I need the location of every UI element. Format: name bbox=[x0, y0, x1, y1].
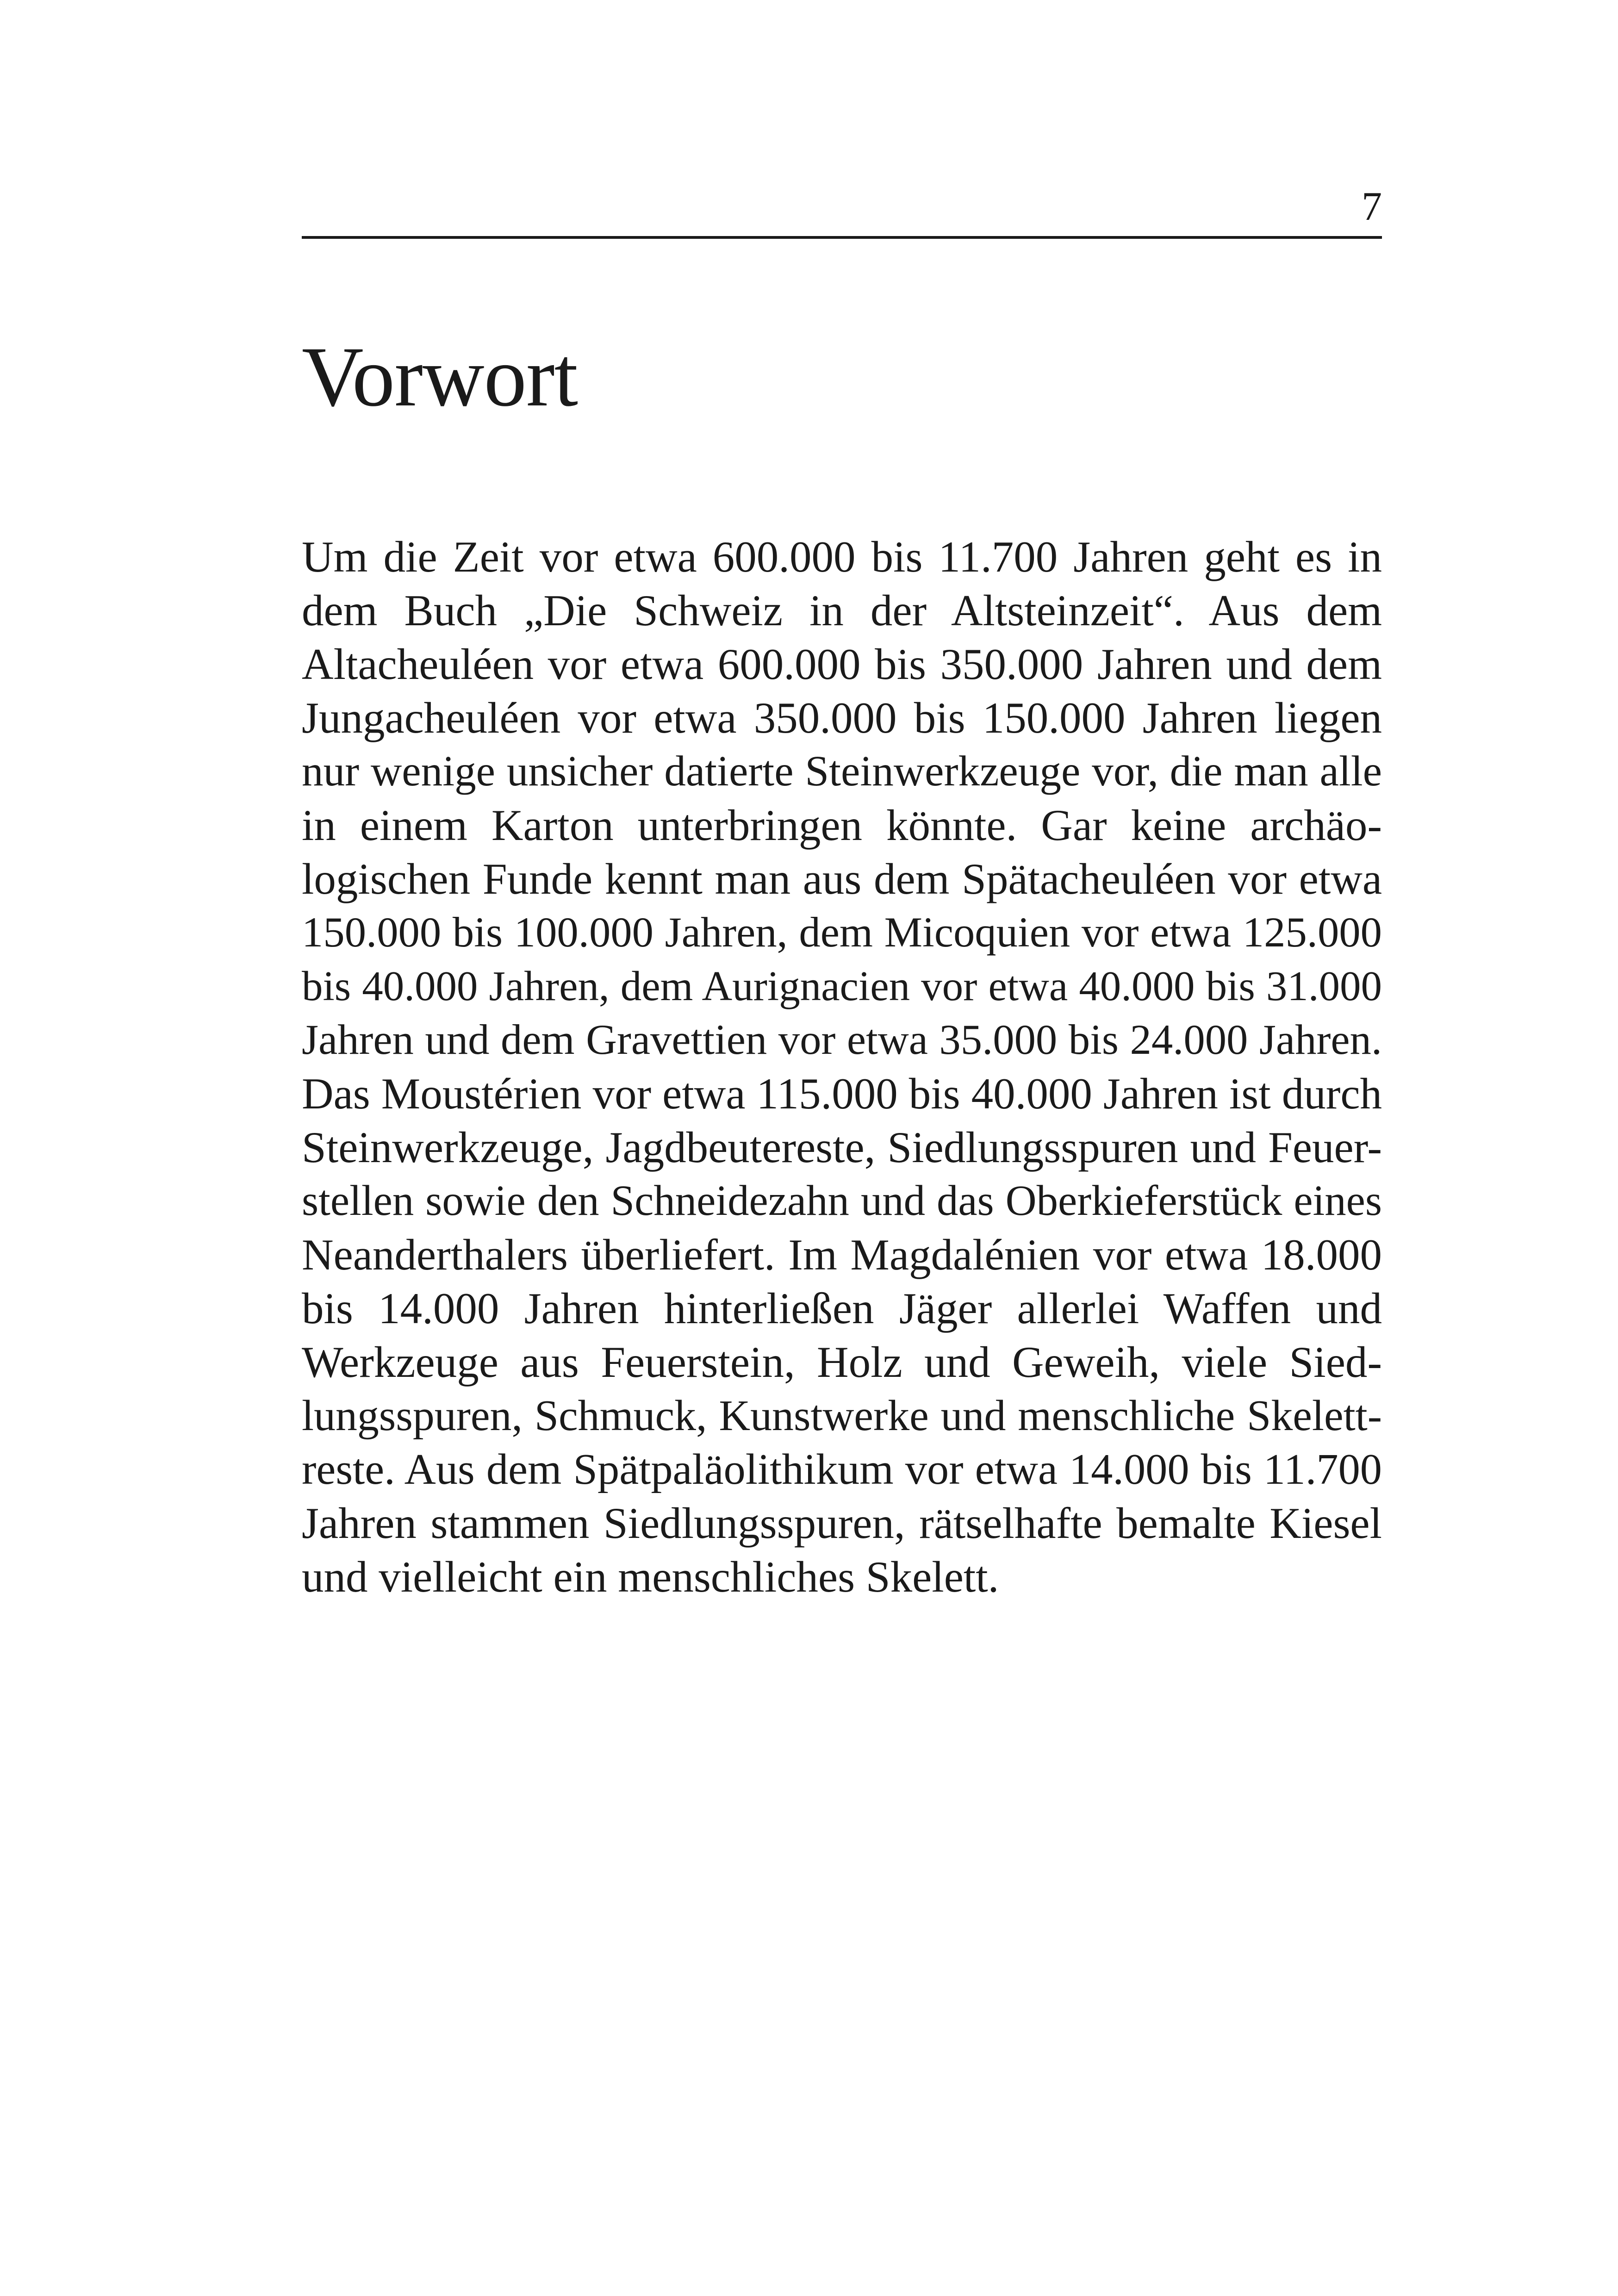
body-line: bis 14.000 Jahren hinterließen Jäger allerlei Waffen und bbox=[302, 1284, 1382, 1333]
header-rule bbox=[302, 236, 1382, 239]
body-line: 150.000 bis 100.000 Jahren, dem Micoquien vor etwa 125.000 bbox=[302, 908, 1382, 956]
body-line: Steinwerkzeuge, Jagdbeutereste, Siedlungsspuren und Feuer- bbox=[302, 1123, 1382, 1172]
body-line: dem Buch „Die Schweiz in der Altsteinzeit“. Aus dem bbox=[302, 586, 1382, 635]
body-line: in einem Karton unterbringen könnte. Gar keine archäo- bbox=[302, 801, 1382, 850]
body-line: Jungacheuléen vor etwa 350.000 bis 150.000 Jahren liegen bbox=[302, 693, 1382, 742]
body-line: stellen sowie den Schneidezahn und das Oberkieferstück eines bbox=[302, 1177, 1382, 1225]
body-paragraph bbox=[302, 530, 1382, 1604]
body-line: Um die Zeit vor etwa 600.000 bis 11.700 Jahren geht es in bbox=[302, 532, 1382, 581]
body-line: logischen Funde kennt man aus dem Spätacheuléen vor etwa bbox=[302, 854, 1382, 903]
body-line: und vielleicht ein menschliches Skelett. bbox=[302, 1552, 999, 1601]
body-line: Jahren stammen Siedlungsspuren, rätselhafte bemalte Kiesel bbox=[302, 1499, 1382, 1548]
body-line: bis 40.000 Jahren, dem Aurignacien vor etwa 40.000 bis 31.000 bbox=[302, 963, 1382, 1009]
body-line: nur wenige unsicher datierte Steinwerkzeuge vor, die man alle bbox=[302, 747, 1382, 795]
body-line: reste. Aus dem Spätpaläolithikum vor etwa 14.000 bis 11.700 bbox=[302, 1445, 1382, 1493]
body-line: lungsspuren, Schmuck, Kunstwerke und menschliche Skelett- bbox=[302, 1392, 1382, 1440]
page-number: 7 bbox=[1362, 184, 1382, 229]
body-line: Neanderthalers überliefert. Im Magdalénien vor etwa 18.000 bbox=[302, 1230, 1382, 1279]
body-line: Werkzeuge aus Feuerstein, Holz und Geweih, viele Sied- bbox=[302, 1338, 1382, 1387]
body-line: Jahren und dem Gravettien vor etwa 35.000 bis 24.000 Jahren. bbox=[302, 1016, 1382, 1064]
body-line: Altacheuléen vor etwa 600.000 bis 350.000 Jahren und dem bbox=[302, 640, 1382, 689]
chapter-title: Vorwort bbox=[302, 330, 578, 424]
body-line: Das Moustérien vor etwa 115.000 bis 40.000 Jahren ist durch bbox=[302, 1069, 1382, 1118]
